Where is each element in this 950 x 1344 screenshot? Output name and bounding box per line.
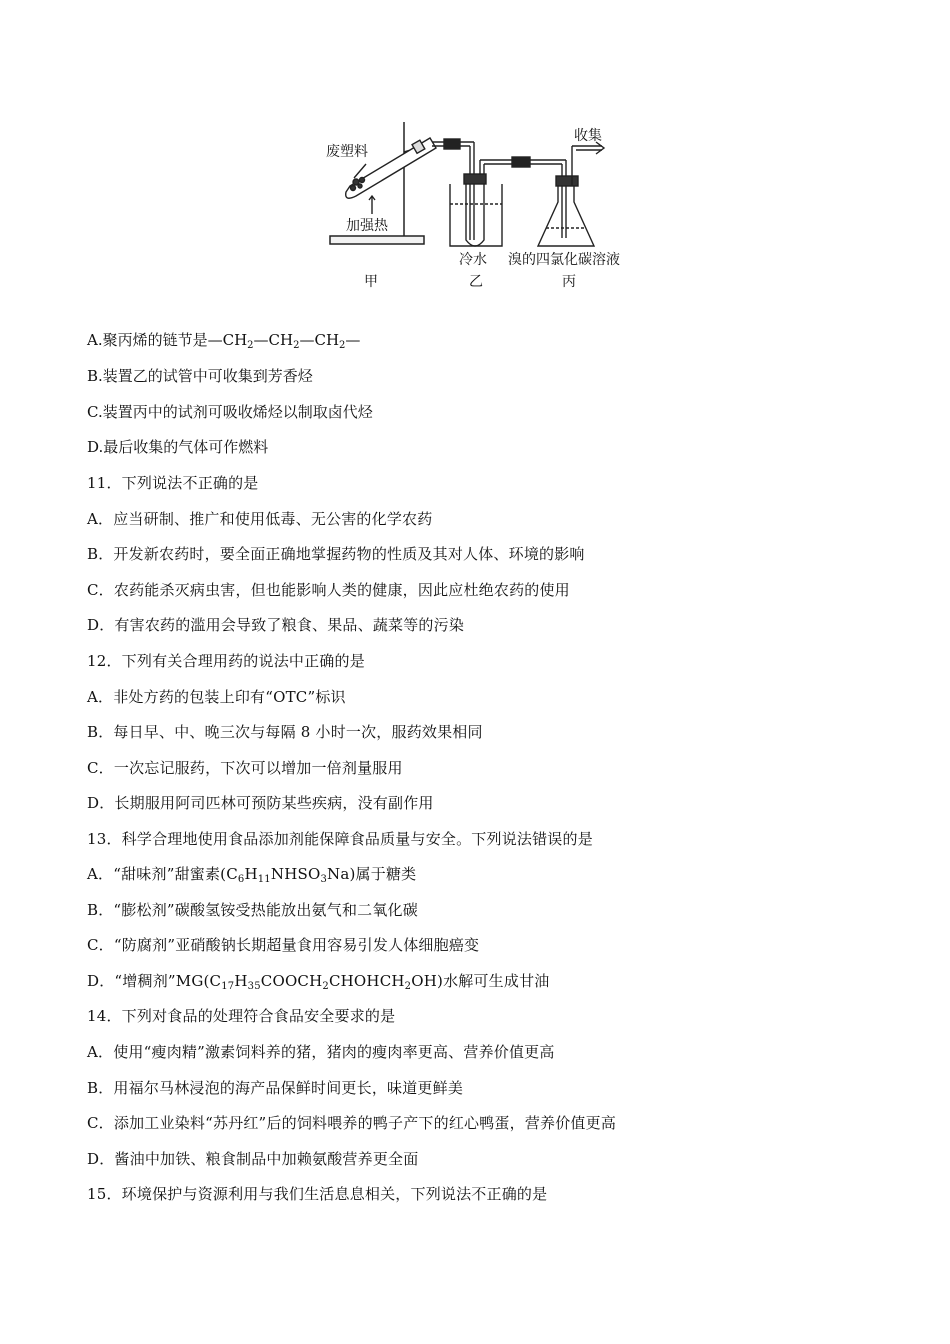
q10-option-a: A.聚丙烯的链节是$—CH_2—CH_2—CH_2—$ — [87, 331, 361, 351]
q15-stem: 15．环境保护与资源利用与我们生活息息相关，下列说法不正确的是 — [87, 1185, 548, 1203]
q11-stem: 11．下列说法不正确的是 — [87, 474, 259, 492]
label-bing: 丙 — [562, 274, 576, 290]
delivery-tube-2 — [480, 157, 566, 238]
q12-option-c: C．一次忘记服药，下次可以增加一倍剂量服用 — [87, 759, 403, 777]
q13-stem: 13．科学合理地使用食品添加剂能保障食品质量与安全。下列说法错误的是 — [87, 830, 593, 848]
q13-option-c: C．“防腐剂”亚硝酸钠长期超量食用容易引发人体细胞癌变 — [87, 936, 480, 954]
delivery-tube-1 — [432, 139, 474, 240]
q12-option-a: A．非处方药的包装上印有“OTC”标识 — [87, 688, 346, 706]
q11-option-c: C．农药能杀灭病虫害，但也能影响人类的健康，因此应杜绝农药的使用 — [87, 581, 570, 599]
q10-option-d: D.最后收集的气体可作燃料 — [87, 438, 269, 456]
apparatus-figure — [326, 112, 636, 300]
label-heat: 加强热 — [346, 218, 388, 234]
q12-option-b: B．每日早、中、晚三次与每隔 8 小时一次，服药效果相同 — [87, 723, 483, 741]
q14-option-b: B．用福尔马林浸泡的海产品保鲜时间更长，味道更鲜美 — [87, 1079, 464, 1097]
q12-option-d: D．长期服用阿司匹林可预防某些疾病，没有副作用 — [87, 794, 434, 812]
label-bromine-solution: 溴的四氯化碳溶液 — [508, 252, 620, 268]
q13-option-d: D．“增稠剂$”MG(C_{17}H_{35}COOCH_2CHOHCH_2OH)$水解可生成甘油 — [87, 972, 550, 992]
q11-option-a: A．应当研制、推广和使用低毒、无公害的化学农药 — [87, 510, 433, 528]
q14-option-d: D．酱油中加铁、粮食制品中加赖氨酸营养更全面 — [87, 1150, 419, 1168]
q14-option-c: C．添加工业染料“苏丹红”后的饲料喂养的鸭子产下的红心鸭蛋，营养价值更高 — [87, 1114, 617, 1132]
label-plastic: 废塑料 — [326, 144, 368, 160]
q12-stem: 12．下列有关合理用药的说法中正确的是 — [87, 652, 365, 670]
label-cold-water: 冷水 — [459, 252, 487, 268]
q11-option-b: B．开发新农药时，要全面正确地掌握药物的性质及其对人体、环境的影响 — [87, 545, 585, 563]
q14-stem: 14．下列对食品的处理符合食品安全要求的是 — [87, 1007, 396, 1025]
bromine-flask — [538, 142, 604, 246]
label-jia: 甲 — [364, 274, 378, 290]
label-collect: 收集 — [574, 128, 602, 144]
q11-option-d: D．有害农药的滥用会导致了粮食、果品、蔬菜等的污染 — [87, 616, 465, 634]
q10-option-b: B.装置乙的试管中可收集到芳香烃 — [87, 367, 313, 385]
cold-water-beaker — [450, 174, 502, 246]
q10-option-c: C.装置丙中的试剂可吸收烯烃以制取卤代烃 — [87, 403, 373, 421]
q14-option-a: A．使用“瘦肉精”激素饲料养的猪，猪肉的瘦肉率更高、营养价值更高 — [87, 1043, 555, 1061]
label-yi: 乙 — [469, 274, 483, 290]
q13-option-a: A．“甜味剂”甜蜜素$(C_6H_{11}NHSO_3Na)$属于糖类 — [87, 865, 417, 885]
q13-option-b: B．“膨松剂”碳酸氢铵受热能放出氨气和二氧化碳 — [87, 901, 418, 919]
